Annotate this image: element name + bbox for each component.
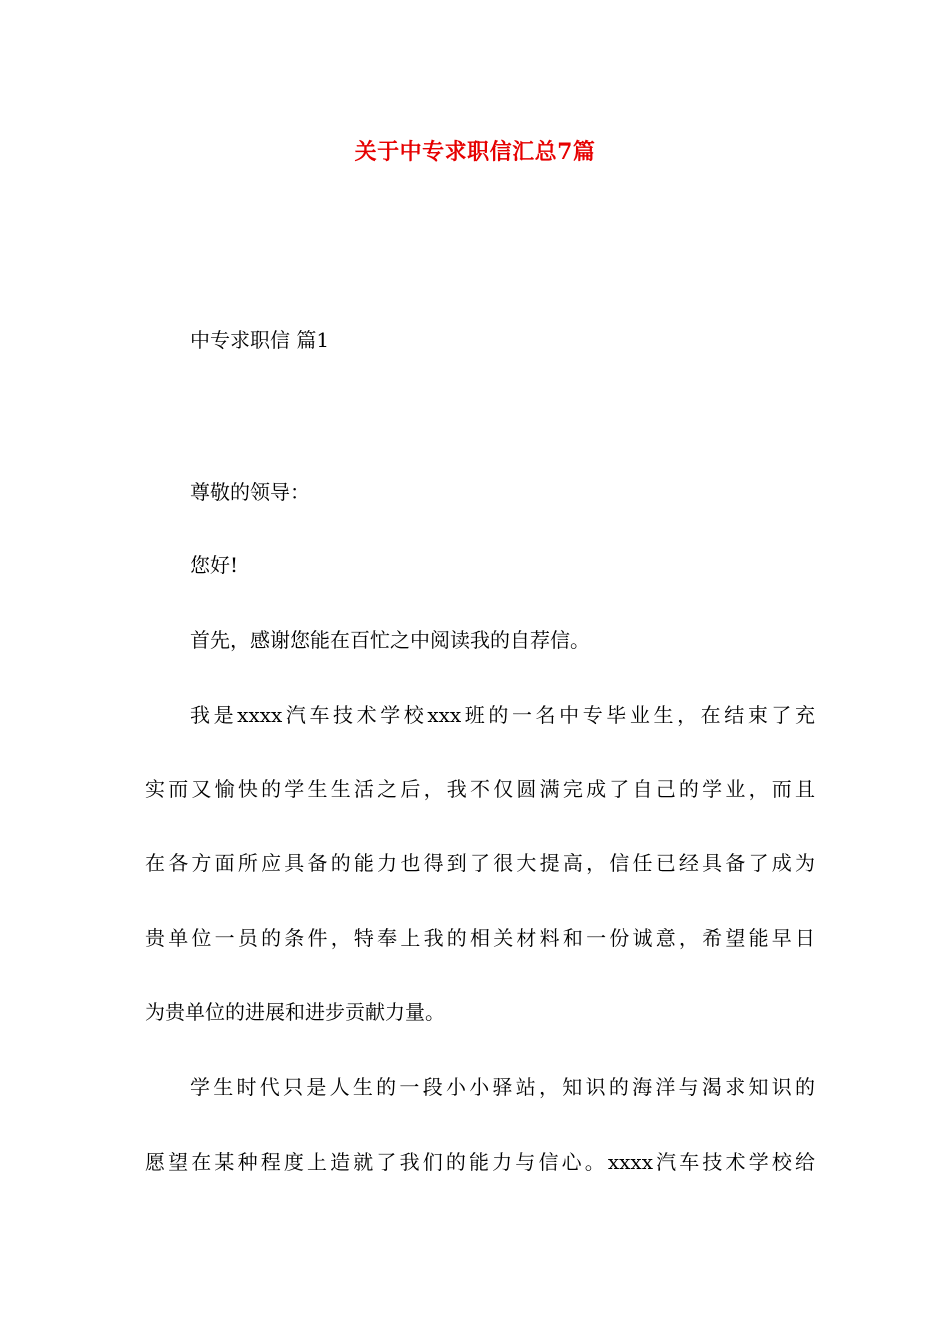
document-title: 关于中专求职信汇总7篇 <box>354 139 596 165</box>
paragraph-line: 在各方面所应具备的能力也得到了很大提高，信任已经具备了成为 <box>145 851 815 875</box>
paragraph-line: 学生时代只是人生的一段小小驿站，知识的海洋与渴求知识的 <box>190 1075 815 1099</box>
paragraph-line: 我是xxxx汽车技术学校xxx班的一名中专毕业生，在结束了充 <box>190 703 815 727</box>
greeting: 您好! <box>190 553 239 577</box>
paragraph-line: 实而又愉快的学生生活之后，我不仅圆满完成了自己的学业，而且 <box>145 777 815 801</box>
salutation: 尊敬的领导： <box>190 480 310 504</box>
paragraph-line: 首先，感谢您能在百忙之中阅读我的自荐信。 <box>190 628 590 652</box>
paragraph-line: 贵单位一员的条件，特奉上我的相关材料和一份诚意，希望能早日 <box>145 926 815 950</box>
paragraph-line: 愿望在某种程度上造就了我们的能力与信心。xxxx汽车技术学校给 <box>145 1150 815 1174</box>
section-heading: 中专求职信 篇1 <box>190 328 330 352</box>
paragraph-line: 为贵单位的进展和进步贡献力量。 <box>145 1000 445 1024</box>
